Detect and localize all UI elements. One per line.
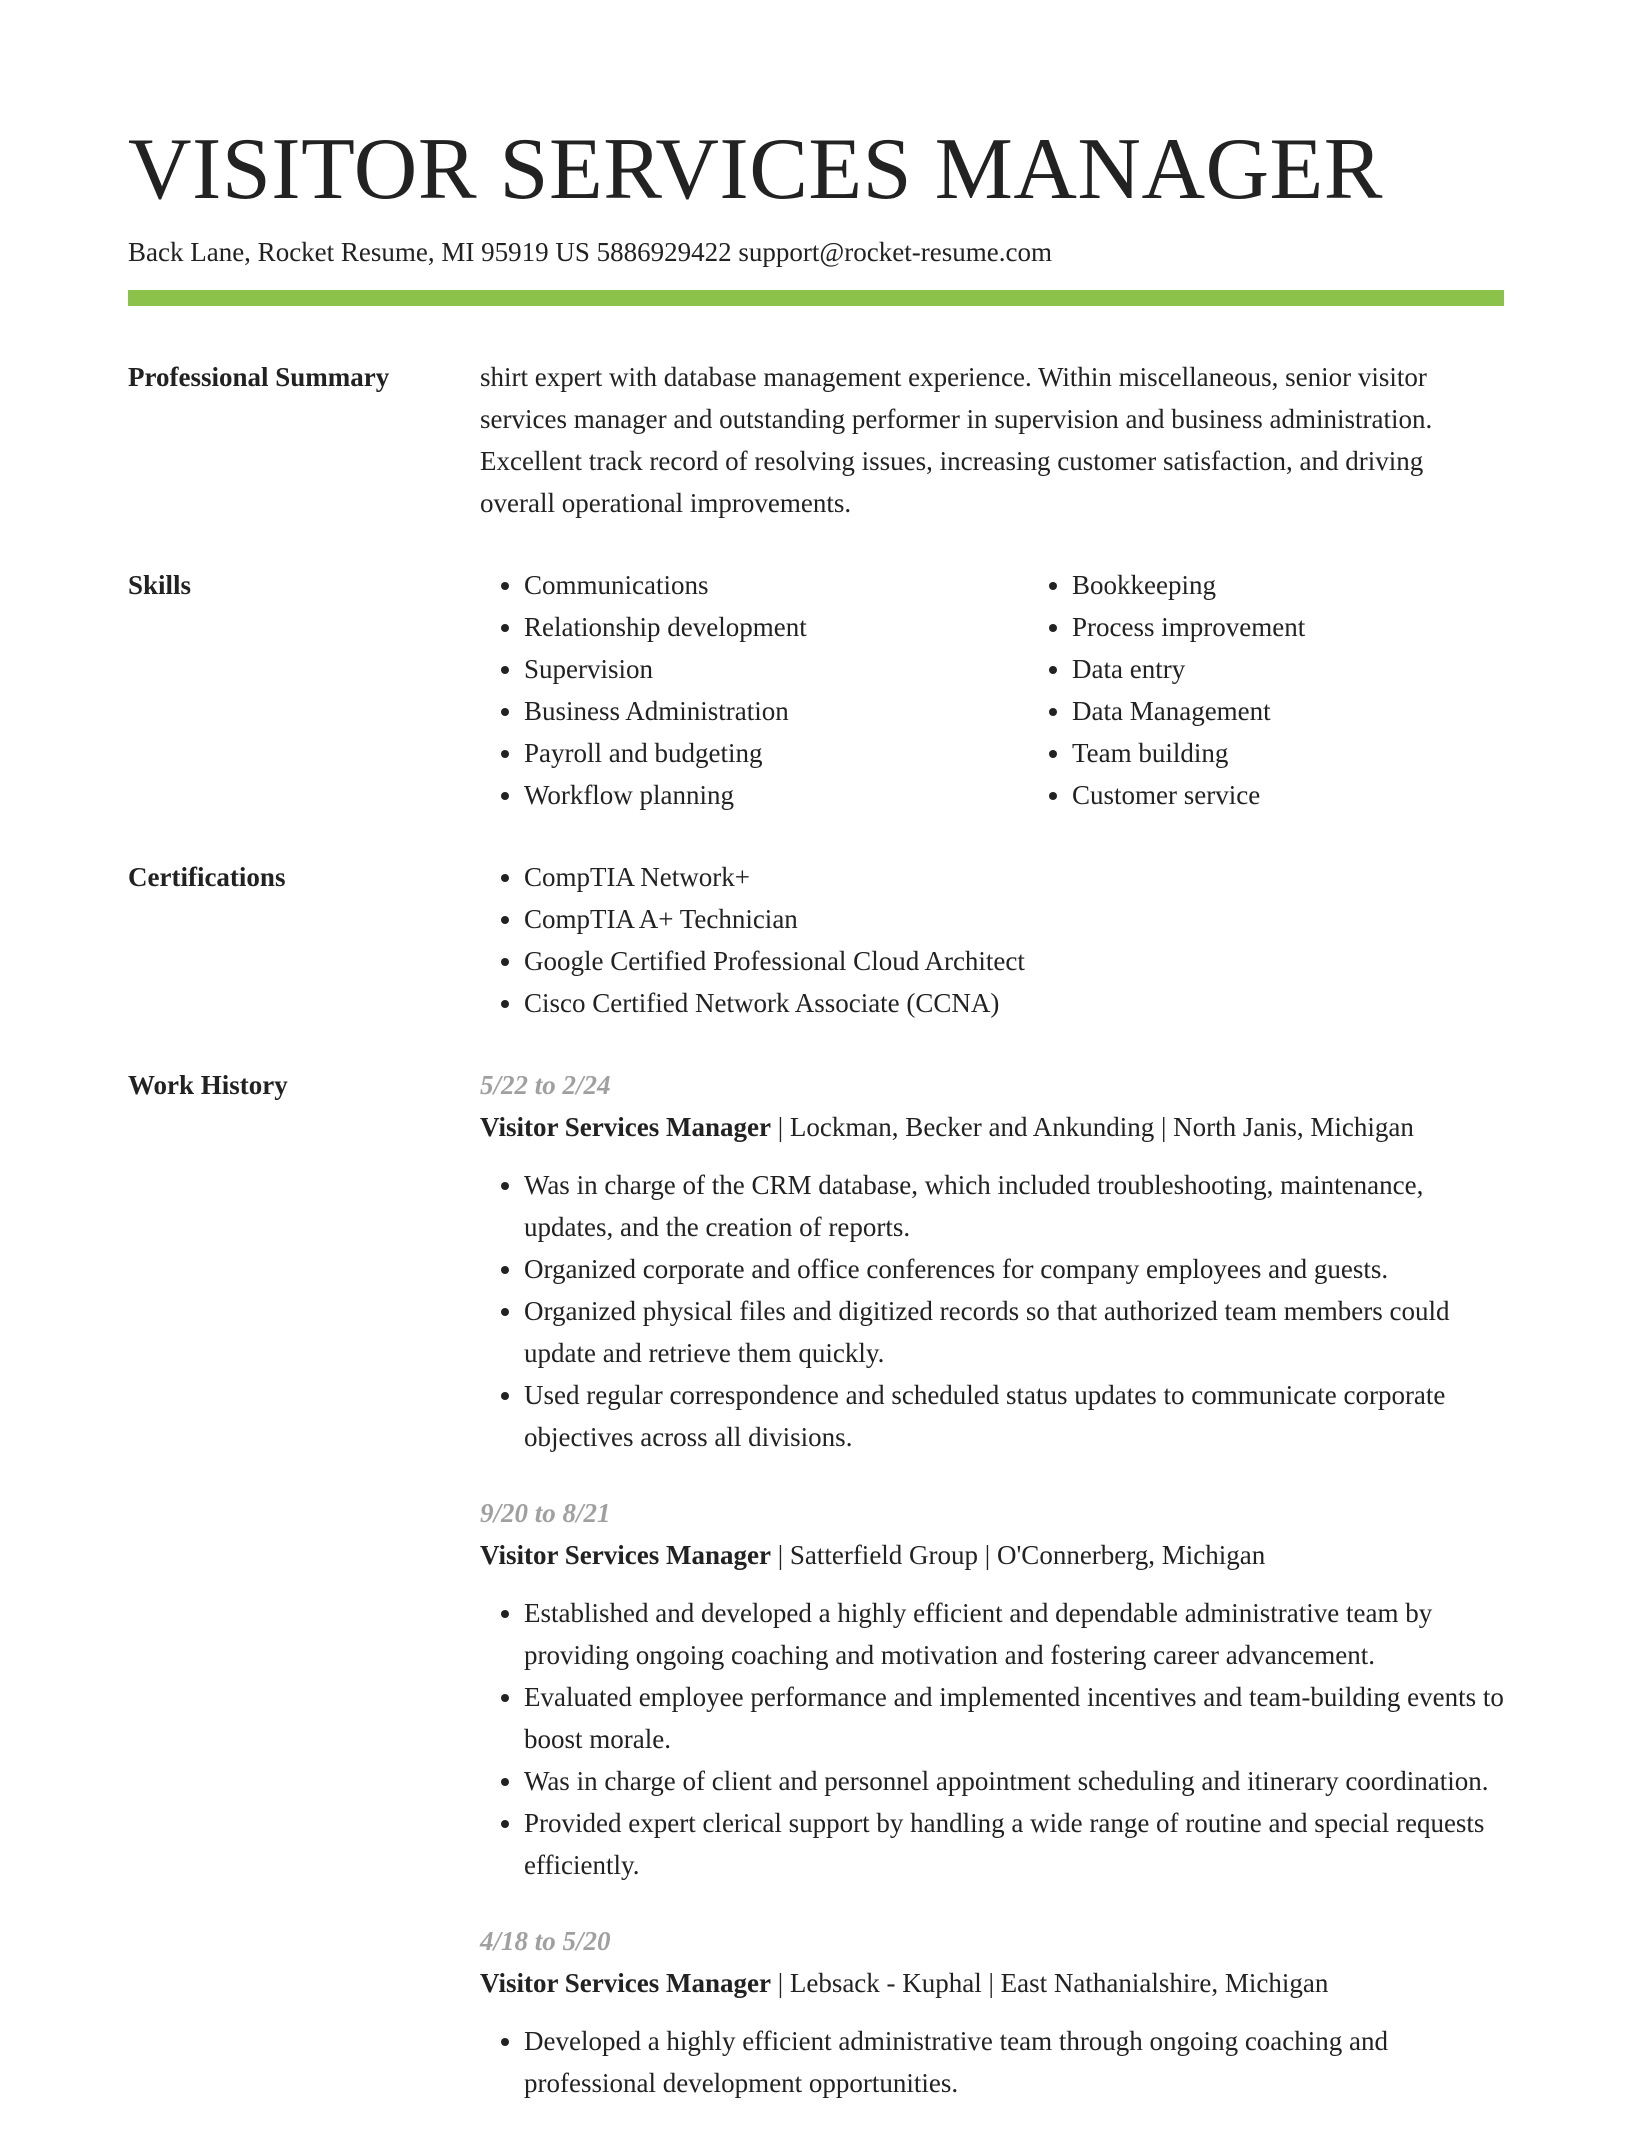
job-details: | Lebsack - Kuphal | East Nathanialshire, Michigan bbox=[770, 1968, 1329, 1998]
job-bullet: • Was in charge of client and personnel appointment scheduling and itinerary coordination. bbox=[524, 1760, 1504, 1802]
job-dates: 9/20 to 8/21 bbox=[480, 1498, 611, 1528]
job-role: Visitor Services Manager bbox=[480, 1968, 771, 1998]
skill-item: • Supervision bbox=[524, 648, 1028, 690]
skill-item: • Customer service bbox=[1072, 774, 1576, 816]
skill-item: • Business Administration bbox=[524, 690, 1028, 732]
job-details: | Satterfield Group | O'Connerberg, Michigan bbox=[770, 1540, 1266, 1570]
skill-item: • Communications bbox=[524, 564, 1028, 606]
certification-item: • Google Certified Professional Cloud Architect bbox=[524, 940, 1504, 982]
skills-section bbox=[128, 564, 1504, 816]
contact-line bbox=[128, 234, 1504, 270]
certifications-section bbox=[128, 856, 1504, 1024]
job-bullets bbox=[480, 2020, 1504, 2104]
skill-item: • Team building bbox=[1072, 732, 1576, 774]
resume-page bbox=[128, 120, 1504, 2138]
resume-title: VISITOR SERVICES MANAGER bbox=[128, 121, 1383, 218]
certifications-list bbox=[480, 856, 1504, 1024]
job-entry bbox=[480, 1064, 1504, 1458]
job-role: Visitor Services Manager bbox=[480, 1112, 771, 1142]
certifications-label: Certifications bbox=[128, 862, 286, 892]
job-bullet: • Provided expert clerical support by handling a wide range of routine and special requests efficiently. bbox=[524, 1802, 1504, 1886]
contact-phone: 5886929422 bbox=[596, 237, 732, 267]
certification-item: • CompTIA Network+ bbox=[524, 856, 1504, 898]
certification-item: • Cisco Certified Network Associate (CCNA) bbox=[524, 982, 1504, 1024]
job-bullet: • Was in charge of the CRM database, which included troubleshooting, maintenance, updates, and the creation of reports. bbox=[524, 1164, 1504, 1248]
summary-section bbox=[128, 356, 1504, 524]
job-details: | Lockman, Becker and Ankunding | North Janis, Michigan bbox=[770, 1112, 1414, 1142]
job-bullet: • Organized physical files and digitized records so that authorized team members could update and retrieve them quickly. bbox=[524, 1290, 1504, 1374]
job-role-line bbox=[480, 1106, 1504, 1148]
skill-item: • Data entry bbox=[1072, 648, 1576, 690]
work-history-section bbox=[128, 1064, 1504, 2138]
skill-item: • Process improvement bbox=[1072, 606, 1576, 648]
job-bullet: • Organized corporate and office conferences for company employees and guests. bbox=[524, 1248, 1504, 1290]
skill-item: • Relationship development bbox=[524, 606, 1028, 648]
job-bullet: • Developed a highly efficient administrative team through ongoing coaching and professional development opportunities. bbox=[524, 2020, 1504, 2104]
skill-item: • Bookkeeping bbox=[1072, 564, 1576, 606]
skill-item: • Data Management bbox=[1072, 690, 1576, 732]
job-dates: 5/22 to 2/24 bbox=[480, 1070, 611, 1100]
job-entry bbox=[480, 1920, 1504, 2104]
summary-text: shirt expert with database management experience. Within miscellaneous, senior visitor services manager and outstanding performer in supervision and business administration. Excellent track record of resolving issues, increasing customer satisfaction, and driving overall operational improvements. bbox=[480, 362, 1433, 518]
contact-address: Back Lane, Rocket Resume, MI 95919 US bbox=[128, 237, 590, 267]
job-entry bbox=[480, 1492, 1504, 1886]
job-bullet: • Established and developed a highly efficient and dependable administrative team by providing ongoing coaching and motivation and fostering career advancement. bbox=[524, 1592, 1504, 1676]
header-divider bbox=[128, 290, 1504, 306]
job-role-line bbox=[480, 1962, 1504, 2004]
skills-label: Skills bbox=[128, 570, 192, 600]
certification-item: • CompTIA A+ Technician bbox=[524, 898, 1504, 940]
job-bullets bbox=[480, 1592, 1504, 1886]
job-bullets bbox=[480, 1164, 1504, 1458]
work-history-label: Work History bbox=[128, 1070, 288, 1100]
skill-item: • Workflow planning bbox=[524, 774, 1028, 816]
job-bullet: • Used regular correspondence and scheduled status updates to communicate corporate objectives across all divisions. bbox=[524, 1374, 1504, 1458]
job-role: Visitor Services Manager bbox=[480, 1540, 771, 1570]
skills-list-left bbox=[480, 564, 1028, 816]
contact-email: support@rocket-resume.com bbox=[738, 237, 1052, 267]
job-role-line bbox=[480, 1534, 1504, 1576]
summary-label: Professional Summary bbox=[128, 362, 390, 392]
job-bullet: • Evaluated employee performance and implemented incentives and team-building events to boost morale. bbox=[524, 1676, 1504, 1760]
job-dates: 4/18 to 5/20 bbox=[480, 1926, 611, 1956]
skills-list-right bbox=[1028, 564, 1576, 816]
skill-item: • Payroll and budgeting bbox=[524, 732, 1028, 774]
